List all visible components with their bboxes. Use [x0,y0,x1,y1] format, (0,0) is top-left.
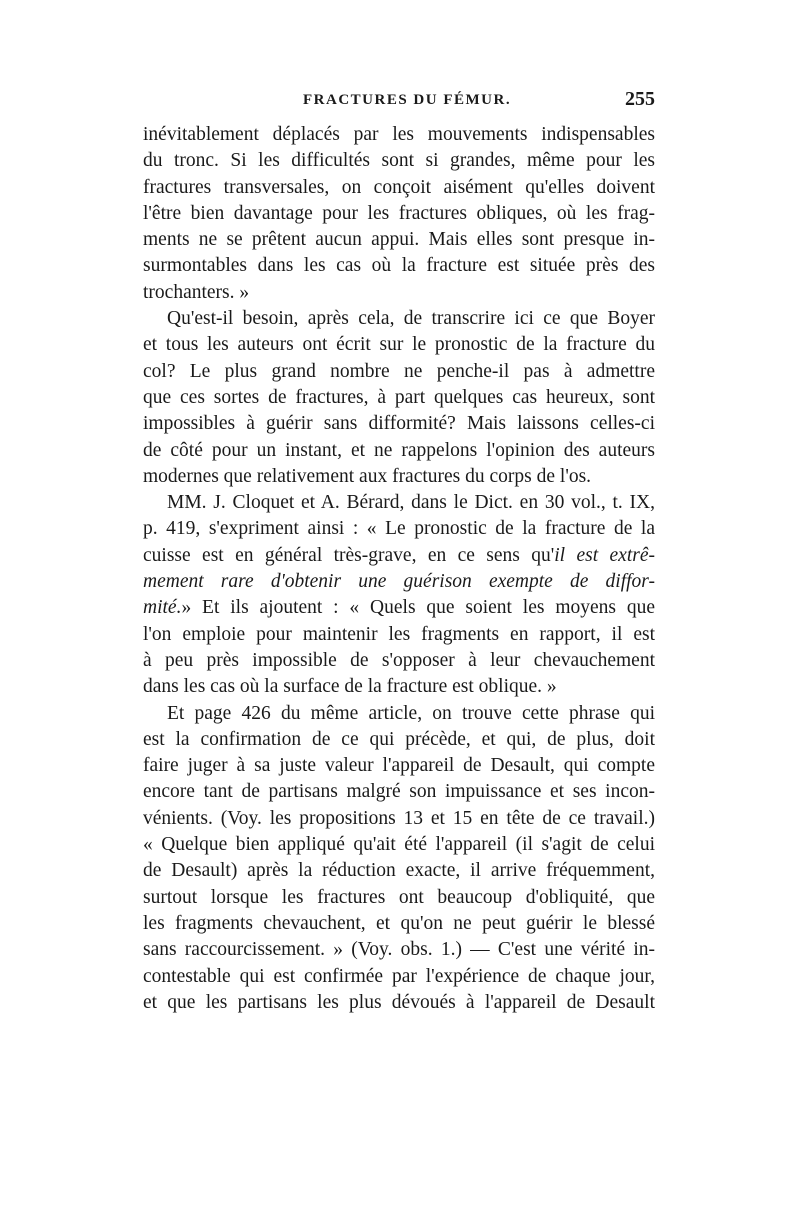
text-line: mement rare d'obtenir une guérison exempte de diffor- [143,571,655,593]
text-line: de côté pour un instant, et ne rappelons l'opinion des auteurs [143,439,655,461]
text-line: fractures transversales, on conçoit aisément qu'elles doivent [143,176,655,198]
italic-fragment: il est extrê- [554,544,655,566]
text-line: les fragments chevauchent, et qu'on ne peut guérir le blessé [143,912,655,934]
text-line: Et page 426 du même article, on trouve cette phrase qui [167,702,655,724]
text-line: Qu'est-il besoin, après cela, de transcrire ici ce que Boyer [167,308,655,330]
text-line: dans les cas où la surface de la fracture est oblique. » [143,676,557,698]
text-line: surmontables dans les cas où la fracture est située près des [143,255,655,277]
text-line: est la confirmation de ce qui précède, et qui, de plus, doit [143,728,655,750]
text-line: l'être bien davantage pour les fractures obliques, où les frag- [143,202,655,224]
text-line: surtout lorsque les fractures ont beaucoup d'obliquité, que [143,886,655,908]
text-line: trochanters. » [143,281,250,303]
book-page [143,88,655,1016]
text-fragment: » Et ils ajoutent : « Quels que soient les moyens que [181,597,655,619]
text-line: « Quelque bien appliqué qu'ait été l'appareil (il s'agit de celui [143,834,655,856]
page-header [143,88,655,122]
text-line: et tous les auteurs ont écrit sur le pronostic de la fracture du [143,334,655,356]
text-line: col? Le plus grand nombre ne penche-il pas à admettre [143,360,655,382]
page-number: 255 [625,88,655,110]
text-line: sans raccourcissement. » (Voy. obs. 1.) — C'est une vérité in- [143,939,655,961]
text-line: modernes que relativement aux fractures du corps de l'os. [143,465,592,487]
text-line: faire juger à sa juste valeur l'appareil de Desault, qui compte [143,755,655,777]
text-line: à peu près impossible de s'opposer à leur chevauchement [143,649,655,671]
text-line: p. 419, s'expriment ainsi : « Le pronostic de la fracture de la [143,518,655,540]
text-line: vénients. (Voy. les propositions 13 et 15 en tête de ce travail.) [143,807,655,829]
text-line: contestable qui est confirmée par l'expérience de chaque jour, [143,965,655,987]
text-line: MM. J. Cloquet et A. Bérard, dans le Dict. en 30 vol., t. IX, [167,492,655,514]
body-text [143,122,655,1016]
text-line: du tronc. Si les difficultés sont si grandes, même pour les [143,150,655,172]
text-line [143,543,655,569]
text-line: et que les partisans les plus dévoués à l'appareil de Desault [143,991,655,1013]
text-line: impossibles à guérir sans difformité? Mais laissons celles-ci [143,413,655,435]
text-line: ments ne se prêtent aucun appui. Mais elles sont presque in- [143,229,655,251]
text-line: encore tant de partisans malgré son impuissance et ses incon- [143,781,655,803]
text-line: de Desault) après la réduction exacte, il arrive fréquemment, [143,860,655,882]
italic-fragment: mité. [143,597,182,619]
text-line: l'on emploie pour maintenir les fragments en rapport, il est [143,623,655,645]
text-fragment: cuisse est en général très-grave, en ce sens qu' [143,544,555,566]
text-line: que ces sortes de fractures, à part quelques cas heureux, sont [143,386,655,408]
text-line: inévitablement déplacés par les mouvements indispensables [143,124,655,145]
text-line [143,595,655,621]
running-title: FRACTURES DU FÉMUR. [303,92,512,108]
